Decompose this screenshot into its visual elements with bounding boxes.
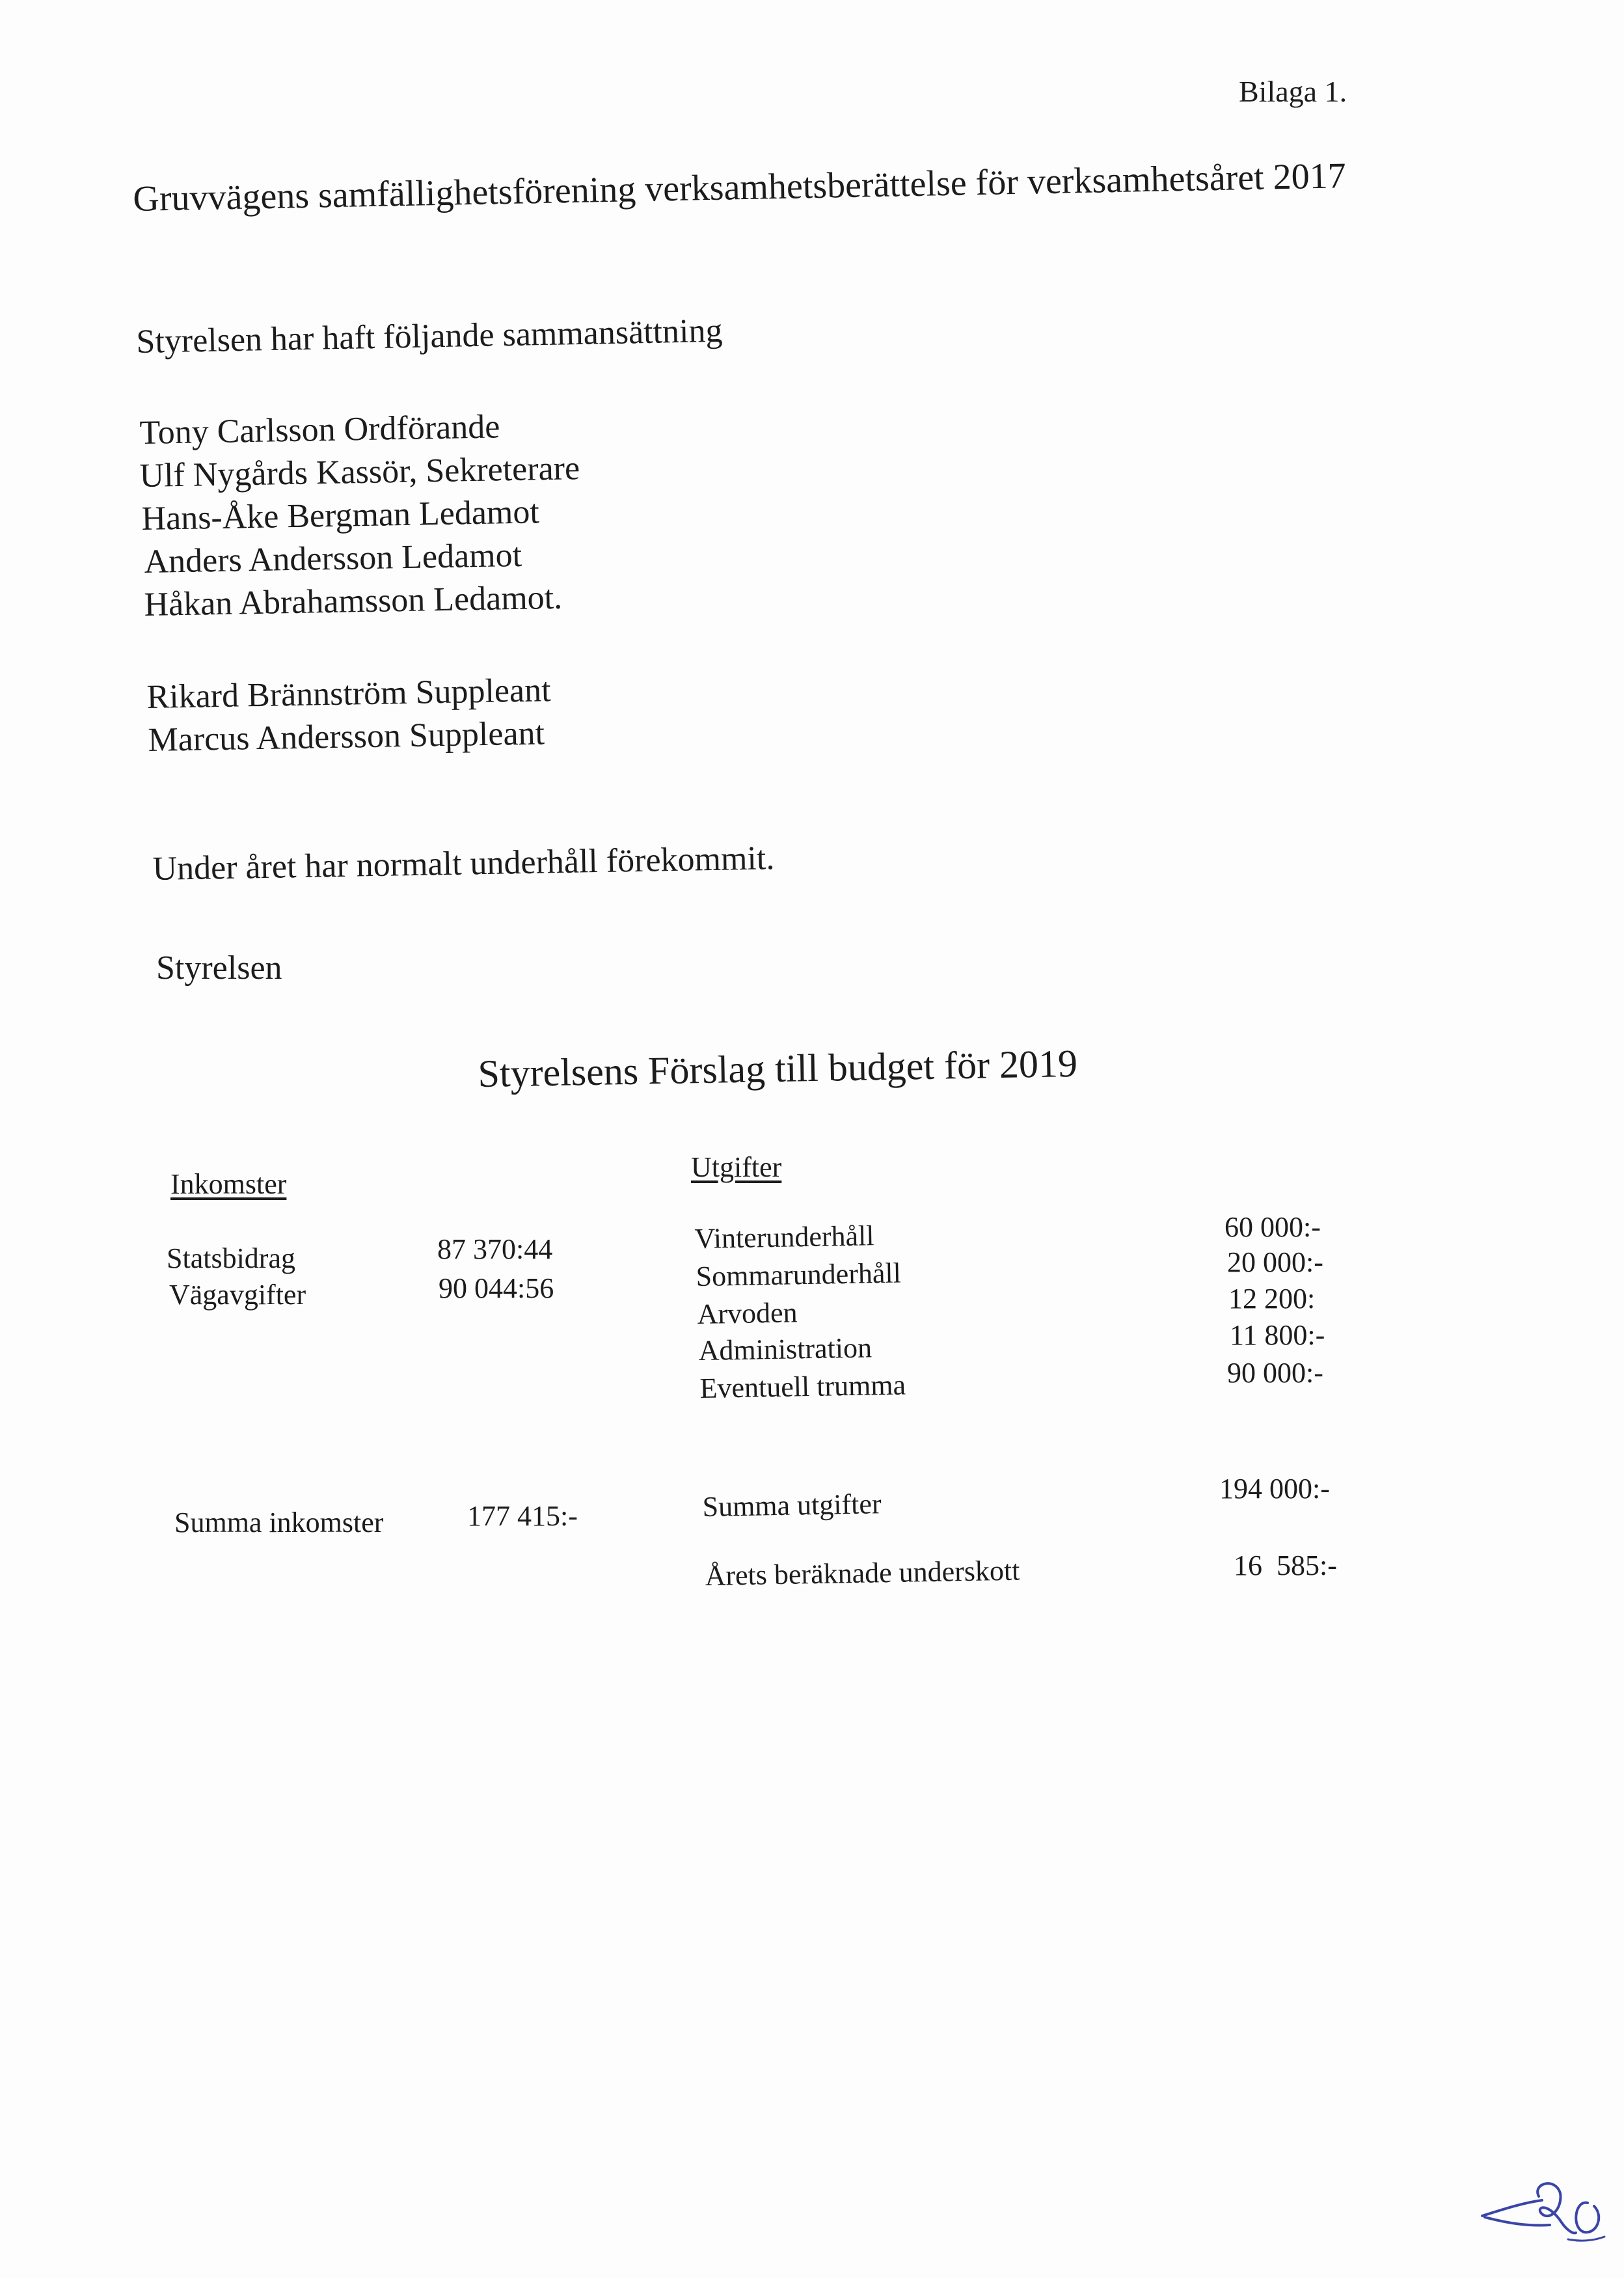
expense-amount: 60 000:-	[1225, 1211, 1321, 1243]
expense-amount: 12 200:	[1228, 1283, 1316, 1315]
income-label: Vägavgifter	[169, 1279, 306, 1311]
total-income-label: Summa inkomster	[174, 1507, 384, 1538]
expense-label: Sommarunderhåll	[696, 1257, 902, 1292]
document-title: Gruvvägens samfällighetsförening verksamhetsberättelse för verksamhetsåret 2017	[132, 156, 1347, 219]
substitute-member: Marcus Andersson Suppleant	[148, 715, 545, 759]
maintenance-note: Under året har normalt underhåll förekommit.	[152, 839, 775, 888]
expense-heading: Utgifter	[691, 1151, 782, 1183]
substitute-member: Rikard Brännström Suppleant	[146, 672, 551, 716]
attachment-label: Bilaga 1.	[1239, 75, 1347, 108]
board-member: Tony Carlsson Ordförande	[139, 408, 500, 452]
deficit-amount: 16 585:-	[1234, 1549, 1337, 1581]
expense-amount: 90 000:-	[1227, 1357, 1323, 1389]
expense-label: Arvoden	[697, 1296, 798, 1330]
board-member: Håkan Abrahamsson Ledamot.	[144, 579, 563, 623]
signed-by: Styrelsen	[156, 949, 282, 987]
board-intro: Styrelsen har haft följande sammansättning	[135, 312, 723, 361]
budget-title: Styrelsens Förslag till budget för 2019	[477, 1041, 1078, 1095]
income-amount: 90 044:56	[439, 1272, 554, 1304]
board-member: Hans-Åke Bergman Ledamot	[141, 493, 540, 538]
total-expenses-amount: 194 000:-	[1219, 1473, 1330, 1505]
deficit-label: Årets beräknade underskott	[705, 1554, 1020, 1592]
total-expenses-label: Summa utgifter	[702, 1488, 882, 1523]
board-member: Ulf Nygårds Kassör, Sekreterare	[139, 450, 580, 495]
board-member: Anders Andersson Ledamot	[144, 536, 522, 580]
expense-amount: 11 800:-	[1230, 1319, 1325, 1351]
signature-initials-icon	[1477, 2177, 1607, 2255]
expense-label: Eventuell trumma	[699, 1369, 906, 1404]
expense-amount: 20 000:-	[1227, 1246, 1323, 1278]
income-amount: 87 370:44	[437, 1233, 553, 1265]
income-label: Statsbidrag	[167, 1242, 295, 1274]
expense-label: Vinterunderhåll	[694, 1220, 874, 1255]
income-heading: Inkomster	[170, 1168, 287, 1200]
total-income-amount: 177 415:-	[467, 1500, 578, 1532]
expense-label: Administration	[698, 1331, 873, 1367]
